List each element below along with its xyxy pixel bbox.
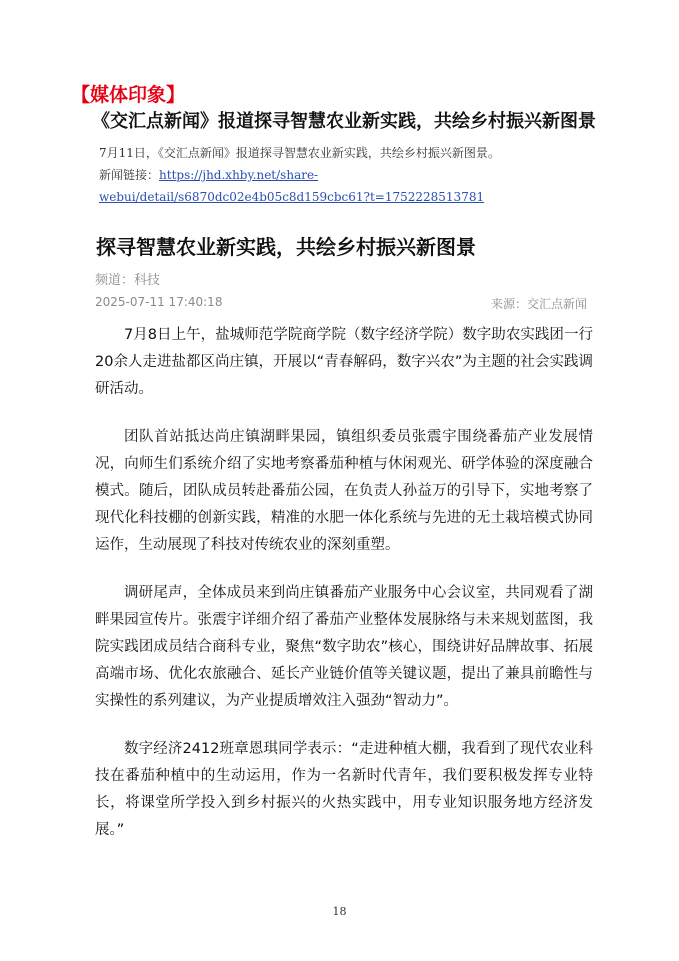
article-paragraph-1: 7月8日上午，盐城师范学院商学院（数字经济学院）数字助农实践团一行20余人走进盐都区尚庄镇，开展以“青春解码，数字兴农”为主题的社会实践调研活动。	[95, 327, 593, 397]
page-number: 18	[332, 905, 347, 918]
article-paragraph-3: 调研尾声，全体成员来到尚庄镇番茄产业服务中心会议室，共同观看了湖畔果园宣传片。张震宇详细介绍了番茄产业整体发展脉络与未来规划蓝图，我院实践团成员结合商科专业，聚焦“数字助农”核心，围绕讲好品牌故事、拓展高端市场、优化农旅融合、延长产业链价值等关键议题，提出了兼具前瞻性与实操性的系列建议，为产业提质增效注入强劲“智动力”。	[95, 585, 593, 709]
article-paragraph-4: 数字经济2412班章恩琪同学表示：“走进种植大棚，我看到了现代农业科技在番茄种植中的生动运用，作为一名新时代青年，我们要积极发挥专业特长，将课堂所学投入到乡村振兴的火热实践中，用专业知识服务地方经济发展。”	[95, 741, 593, 838]
news-link-label: 新闻链接：	[99, 168, 160, 182]
article-channel: 频道：科技	[95, 273, 161, 288]
article-datetime: 2025-07-11 17:40:18	[95, 295, 223, 309]
report-meta	[99, 142, 599, 208]
report-intro: 7月11日，《交汇点新闻》报道探寻智慧农业新实践，共绘乡村振兴新图景。	[99, 146, 500, 160]
news-link-part1[interactable]: https://jhd.xhby.net/share-	[159, 168, 319, 182]
news-link-row	[99, 164, 599, 186]
article-body	[95, 322, 593, 865]
article-source: 来源：交汇点新闻	[490, 297, 587, 311]
report-headline: 《交汇点新闻》报道探寻智慧农业新实践，共绘乡村振兴新图景	[92, 111, 596, 132]
article-paragraph-2: 团队首站抵达尚庄镇湖畔果园，镇组织委员张震宇围绕番茄产业发展情况，向师生们系统介绍了实地考察番茄种植与休闲观光、研学体验的深度融合模式。随后，团队成员转赴番茄公园，在负责人孙益万的引导下，实地考察了现代化科技棚的创新实践，精准的水肥一体化系统与先进的无土栽培模式协同运作，生动展现了科技对传统农业的深刻重塑。	[95, 429, 593, 553]
section-tag: 【媒体印象】	[71, 84, 186, 106]
article-title: 探寻智慧农业新实践，共绘乡村振兴新图景	[96, 235, 476, 259]
news-link-row-2	[99, 186, 599, 208]
news-link-part2[interactable]: webui/detail/s6870dc02e4b05c8d159cbc61?t=1752228513781	[99, 190, 485, 204]
